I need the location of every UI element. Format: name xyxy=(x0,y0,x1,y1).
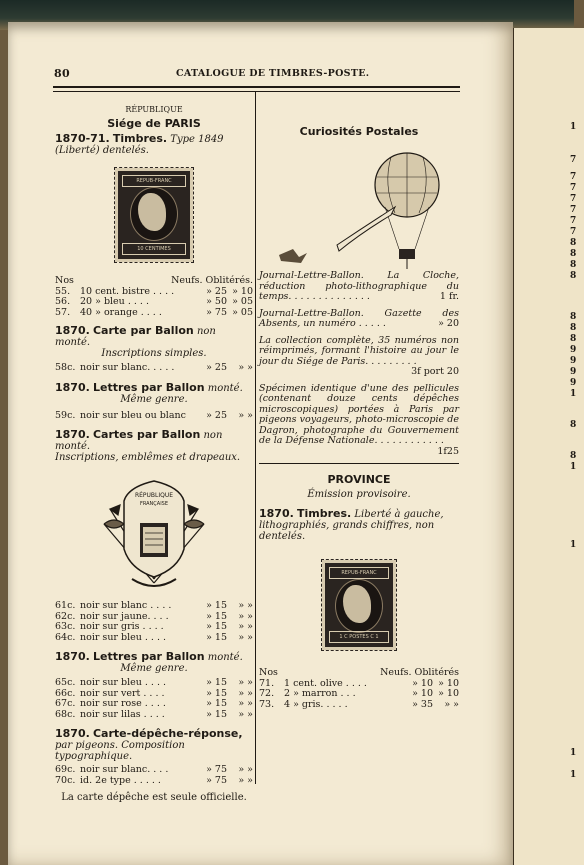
curiosite-item: Spécimen identique d'une des pellicules (contenant douze cents dépêches microscopiques) portées à Paris par pigeons voyageurs, photo-microscopie de Dagron, photographe du Gouvernement de la Défense Nationale. . . . . . . . . . . . 1f25 xyxy=(259,382,459,457)
price-table-1 xyxy=(55,287,253,319)
facing-page-number: 9 xyxy=(570,378,577,388)
facing-page-number: 8 xyxy=(570,312,577,322)
table-row xyxy=(55,601,253,612)
cell-p2: » » xyxy=(238,698,253,709)
stamp-ceres-image: REPUB-FRANC 10 CENTIMES xyxy=(115,168,193,262)
facing-page-number: 9 xyxy=(570,356,577,366)
cell-p2: » » xyxy=(238,631,253,643)
cell-p1: » 25 xyxy=(206,409,227,421)
footer-note: La carte dépêche est seule officielle. xyxy=(61,792,247,803)
left-column: RÉPUBLIQUE Siége de PARIS 1870-71. Timbres. Type 1849 (Liberté) dentelés. REPUB-FRANC 10 CENTIMES Nos Neufs. Oblitérés. 55. 10 cent. bistre . . . . » 25 » 10 56. 20 » bleu . . . . » 50 » 05 57. 40 » orange . . . . » 75 » 05 1870. Carte par Ballon non monté. Inscriptions simples. 58c. noir sur blanc. . . . . » 25 » » 1870. Lettres par Ballon monté. Même genre. 59c. noir sur bleu ou blanc » 25 » » 1870. Cartes par Ballon non monté. Inscriptions, emblêmes et drapeaux. RÉPUBLIQUE FRANÇAISE 61c. noir sur blanc . . . . » 15 » » 62c. noir sur jaune. . . . » 15 » » 63c. noir sur gris . . . . » 15 » » 64c. noir sur bleu . . . . » 15 » » 1870. Lettres par Ballon monté. Même genre. 65c. noir sur bleu . . . . » 15 » » 66c. noir sur vert . . . . » 15 » » 67c. noir sur rose . . . . » 15 » » 68c. noir sur lilas . . . . » 15 » » 1870. Carte-dépêche-réponse, par pigeons. Composition typographique. 69c. noir sur blanc. . . . » 75 » » 70c. id. 2e type . . . . . » 75 » » La carte dépêche est seule officielle. xyxy=(55,105,253,803)
cell-d: 10 cent. bistre . . . . xyxy=(80,285,175,297)
cell-n: 62c. xyxy=(55,610,76,622)
table-row xyxy=(55,699,253,710)
issue-1: 1870-71. Timbres. Type 1849 (Liberté) dentelés. xyxy=(55,132,224,156)
cell-d: noir sur lilas . . . . xyxy=(80,708,165,720)
cell-p1: » 35 xyxy=(412,698,433,710)
cell-d: noir sur rose . . . . xyxy=(80,698,166,709)
issue-3: 1870. Lettres par Ballon monté. xyxy=(55,380,243,394)
facing-page-number: 7 xyxy=(570,194,577,204)
facing-page-number: 8 xyxy=(570,260,577,270)
table-row xyxy=(55,678,253,689)
table-row xyxy=(55,765,253,776)
cell-p1: » 15 xyxy=(206,677,227,688)
table-header: Nos Neufs. Oblitérés xyxy=(259,667,459,678)
balloon-illustration xyxy=(259,137,459,271)
cell-d: 20 » bleu . . . . xyxy=(80,296,149,307)
facing-page-number: 8 xyxy=(570,238,577,248)
cell-p1: » 15 xyxy=(206,687,227,699)
republique-label: RÉPUBLIQUE xyxy=(125,105,183,114)
cell-d: noir sur gris . . . . xyxy=(80,621,164,632)
stamp-bordeaux-image: REPUB-FRANC 1 C POSTES C 1 xyxy=(322,560,396,650)
cell-p2: » » xyxy=(238,409,253,421)
cell-p1: » 15 xyxy=(206,600,227,611)
column-divider xyxy=(255,92,256,784)
cell-d: 4 » gris. . . . . xyxy=(284,698,348,710)
curiosites-heading: Curiosités Postales xyxy=(299,125,419,138)
svg-text:RÉPUBLIQUE: RÉPUBLIQUE xyxy=(134,492,174,499)
facing-page-number: 7 xyxy=(570,172,577,182)
table-row xyxy=(55,297,253,308)
cell-p2: » » xyxy=(238,774,253,786)
cell-p1: » 15 xyxy=(206,708,227,720)
cell-d: id. 2e type . . . . . xyxy=(80,774,161,786)
header-rule xyxy=(53,86,460,92)
cell-n: 65c. xyxy=(55,677,76,688)
cell-p1: » 10 xyxy=(412,688,433,699)
cell-p2: » 10 xyxy=(232,285,253,297)
cell-p1: » 15 xyxy=(206,698,227,709)
cell-p2: » 10 xyxy=(438,677,459,689)
table-row xyxy=(55,363,253,374)
table-row xyxy=(55,776,253,787)
cell-d: noir sur blanc. . . . . xyxy=(80,362,175,373)
cell-d: 40 » orange . . . . xyxy=(80,306,162,318)
cell-p2: » 05 xyxy=(232,306,253,318)
cell-p1: » 15 xyxy=(206,631,227,643)
cell-p1: » 15 xyxy=(206,610,227,622)
price-table-6 xyxy=(55,765,253,786)
facing-page-number: 1 xyxy=(570,462,577,472)
issue-5: 1870. Lettres par Ballon monté. xyxy=(55,650,243,663)
facing-page-number: 8 xyxy=(570,323,577,333)
cell-n: 64c. xyxy=(55,631,76,643)
facing-page-number: 9 xyxy=(570,367,577,377)
curiosite-item: Journal-Lettre-Ballon. Gazette des Absents, un numéro . . . . . » 20 xyxy=(259,307,459,329)
cell-n: 61c. xyxy=(55,600,76,611)
cell-p2: » » xyxy=(238,362,253,373)
facing-page-number: 1 xyxy=(570,540,577,550)
page-title: CATALOGUE DE TIMBRES-POSTE. xyxy=(176,68,370,79)
cell-n: 57. xyxy=(55,306,71,318)
cell-n: 71. xyxy=(259,677,275,689)
cell-n: 55. xyxy=(55,285,71,297)
cell-p2: » » xyxy=(238,764,253,775)
right-column xyxy=(259,98,459,710)
table-row xyxy=(259,700,459,711)
price-table-3 xyxy=(55,411,253,422)
cell-n: 63c. xyxy=(55,621,76,632)
curiosite-item: La collection complète, 35 numéros non réimprimés, formant l'histoire au jour le jour du Siége de Paris. . . . . . . . . 3f port 20 xyxy=(259,334,459,377)
facing-page-number: 7 xyxy=(570,216,577,226)
table-row xyxy=(55,710,253,721)
cell-p1: » 50 xyxy=(206,296,227,307)
cell-p1: » 75 xyxy=(206,774,227,786)
cell-d: noir sur bleu . . . . xyxy=(80,631,167,643)
facing-page-number: 7 xyxy=(570,183,577,193)
section-paris: Siége de PARIS xyxy=(107,117,201,130)
cell-p2: » » xyxy=(238,708,253,720)
table-row xyxy=(55,411,253,422)
cell-d: noir sur bleu ou blanc xyxy=(80,409,186,421)
cell-n: 69c. xyxy=(55,764,76,775)
province-heading: PROVINCE xyxy=(327,473,391,486)
cell-p2: » 10 xyxy=(438,688,459,699)
page-number: 80 xyxy=(54,67,70,80)
facing-page-number: 9 xyxy=(570,345,577,355)
cell-p2: » » xyxy=(444,698,459,710)
cell-n: 66c. xyxy=(55,687,76,699)
svg-text:FRANÇAISE: FRANÇAISE xyxy=(139,501,169,507)
facing-page-number: 1 xyxy=(570,748,577,758)
issue-4: 1870. Cartes par Ballon non monté. xyxy=(55,428,223,452)
facing-page xyxy=(512,28,584,865)
facing-page-number: 7 xyxy=(570,227,577,237)
cell-p1: » 25 xyxy=(206,285,227,297)
facing-page-number: 7 xyxy=(570,155,577,165)
table-row xyxy=(259,689,459,700)
cell-p1: » 10 xyxy=(412,677,433,689)
facing-page-number: 8 xyxy=(570,249,577,259)
facing-page-number: 8 xyxy=(570,451,577,461)
cell-p2: » » xyxy=(238,677,253,688)
cell-p1: » 75 xyxy=(206,306,227,318)
price-table-4 xyxy=(55,601,253,643)
issue-2: 1870. Carte par Ballon non monté. xyxy=(55,324,216,348)
cell-n: 68c. xyxy=(55,708,76,720)
cell-n: 59c. xyxy=(55,409,76,421)
cell-d: noir sur blanc . . . . xyxy=(80,600,172,611)
curiosites-list xyxy=(259,271,459,457)
table-row xyxy=(55,633,253,644)
table-row xyxy=(55,308,253,319)
cell-d: noir sur blanc. . . . xyxy=(80,764,169,775)
curiosite-item: Journal-Lettre-Ballon. La Cloche, réduction photo-lithographique du temps. . . . . . . . . . . . . . 1 fr. xyxy=(259,270,459,302)
price-table-5 xyxy=(55,678,253,720)
price-table-province xyxy=(259,679,459,711)
cell-d: noir sur bleu . . . . xyxy=(80,677,167,688)
republic-emblem-image xyxy=(102,479,206,595)
facing-page-number: 1 xyxy=(570,389,577,399)
cell-p2: » » xyxy=(238,600,253,611)
issue-6: 1870. Carte-dépêche-réponse, xyxy=(55,727,243,740)
cell-p1: » 75 xyxy=(206,764,227,775)
cell-p2: » » xyxy=(238,621,253,632)
cell-d: 2 » marron . . . xyxy=(284,688,356,699)
facing-page-number: 1 xyxy=(570,122,577,132)
facing-page-number: 8 xyxy=(570,420,577,430)
cell-n: 56. xyxy=(55,296,71,307)
cell-d: noir sur jaune. . . . xyxy=(80,610,169,622)
facing-page-number: 8 xyxy=(570,334,577,344)
table-header: Nos Neufs. Oblitérés. xyxy=(55,275,253,286)
section-separator xyxy=(259,463,459,464)
cell-n: 72. xyxy=(259,688,275,699)
cell-p2: » 05 xyxy=(232,296,253,307)
price-table-2 xyxy=(55,363,253,374)
table-row xyxy=(55,622,253,633)
facing-page-number: 7 xyxy=(570,205,577,215)
cell-p1: » 25 xyxy=(206,362,227,373)
cell-n: 73. xyxy=(259,698,275,710)
emission-label: Émission provisoire. xyxy=(307,489,411,500)
cell-p2: » » xyxy=(238,610,253,622)
facing-page-number: 1 xyxy=(570,770,577,780)
facing-page-number: 8 xyxy=(570,271,577,281)
cell-n: 58c. xyxy=(55,362,76,373)
cell-n: 67c. xyxy=(55,698,76,709)
cell-p2: » » xyxy=(238,687,253,699)
cell-d: noir sur vert . . . . xyxy=(80,687,165,699)
province-issue: 1870. Timbres. Liberté à gauche, lithographiés, grands chiffres, non dentelés. xyxy=(259,507,444,542)
cell-n: 70c. xyxy=(55,774,76,786)
cell-p1: » 15 xyxy=(206,621,227,632)
cell-d: 1 cent. olive . . . . xyxy=(284,677,367,689)
